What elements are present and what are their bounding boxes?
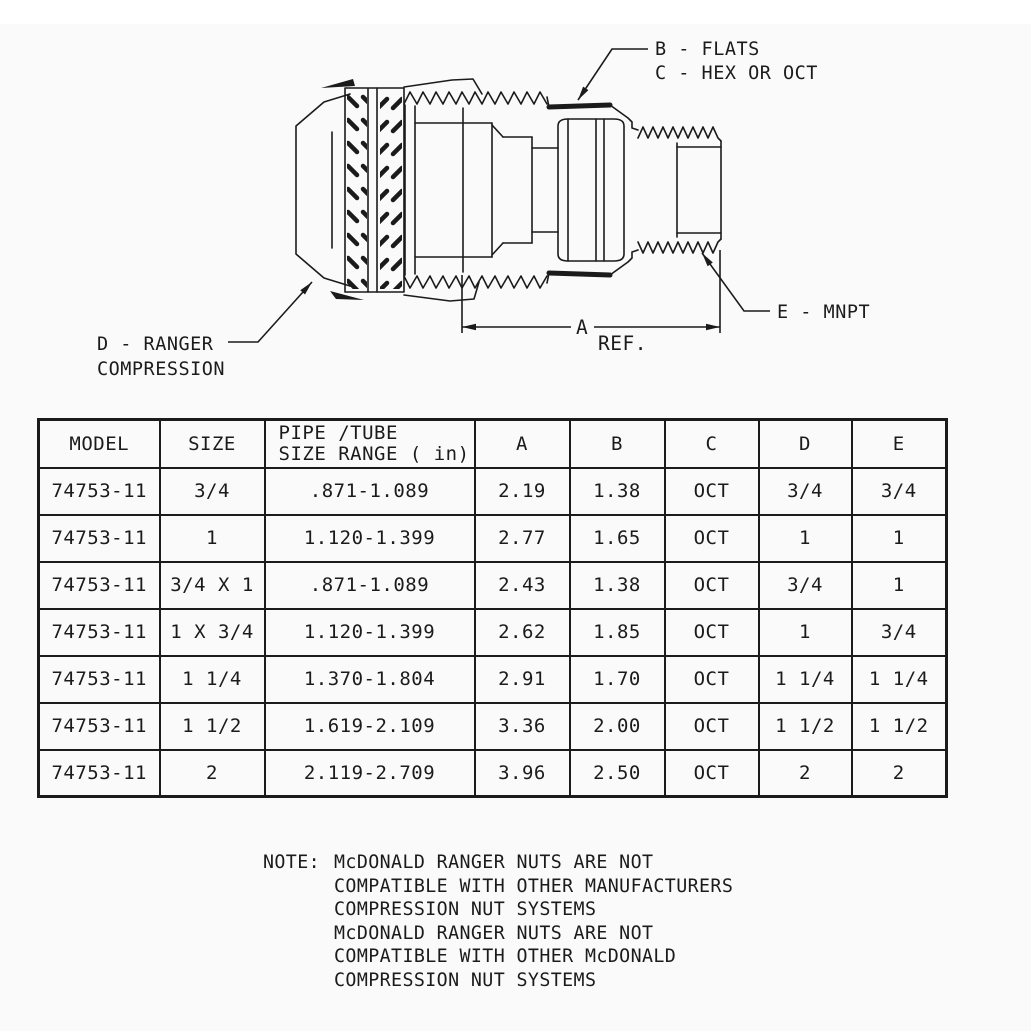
table-cell: OCT (665, 656, 759, 703)
table-cell: 1.619-2.109 (265, 703, 475, 750)
table-cell: 1.120-1.399 (265, 609, 475, 656)
table-cell: 74753-11 (39, 656, 160, 703)
dimension-a (462, 250, 720, 333)
col-header-c: C (665, 420, 759, 468)
note-line: COMPATIBLE WITH OTHER McDONALD (334, 946, 677, 967)
straight-threads-bottom (404, 276, 547, 288)
table-cell: 3.96 (475, 750, 570, 797)
table-cell: 74753-11 (39, 562, 160, 609)
table-cell: 1 (759, 609, 852, 656)
table-cell: 1 1/4 (160, 656, 265, 703)
technical-drawing (0, 0, 1031, 412)
note-line: COMPRESSION NUT SYSTEMS (334, 899, 597, 920)
col-header-e: E (852, 420, 947, 468)
table-cell: 1.38 (570, 468, 665, 515)
fitting-drawing (296, 79, 721, 301)
leader-b-c (578, 49, 648, 100)
table-cell: 1.120-1.399 (265, 515, 475, 562)
table-cell: 2.119-2.709 (265, 750, 475, 797)
table-cell: 3/4 (759, 468, 852, 515)
table-cell: 1 1/4 (852, 656, 947, 703)
table-cell: 2.62 (475, 609, 570, 656)
note-block (263, 851, 733, 992)
table-cell: 1 X 3/4 (160, 609, 265, 656)
knurl-band (345, 88, 404, 292)
table-cell: 3/4 (852, 609, 947, 656)
table-cell: .871-1.089 (265, 468, 475, 515)
table-cell: 3.36 (475, 703, 570, 750)
table-cell: 2.43 (475, 562, 570, 609)
label-b-flats: B - FLATS (655, 39, 760, 60)
nut-skirt (404, 79, 482, 301)
label-c-hex: C - HEX OR OCT (655, 63, 818, 84)
col-header-b: B (570, 420, 665, 468)
table-cell: 1 (852, 515, 947, 562)
table-cell: OCT (665, 703, 759, 750)
note-line: McDONALD RANGER NUTS ARE NOT (334, 852, 654, 873)
table-cell: 2.19 (475, 468, 570, 515)
table-row (39, 703, 947, 750)
table-cell: 1 (852, 562, 947, 609)
table-cell: 74753-11 (39, 515, 160, 562)
table-row (39, 515, 947, 562)
table-cell: 2 (160, 750, 265, 797)
table-header-row (39, 420, 947, 468)
table-cell: .871-1.089 (265, 562, 475, 609)
table-cell: 1 (160, 515, 265, 562)
col-header-range (265, 420, 475, 468)
table-cell: 2.50 (570, 750, 665, 797)
table-cell: 74753-11 (39, 703, 160, 750)
table-cell: 1.85 (570, 609, 665, 656)
table-cell: 1.38 (570, 562, 665, 609)
table-cell: OCT (665, 468, 759, 515)
table-cell: 1 (759, 515, 852, 562)
table-cell: OCT (665, 609, 759, 656)
col-header-a: A (475, 420, 570, 468)
mnpt-threads (638, 127, 721, 253)
table-cell: 2 (852, 750, 947, 797)
table-cell: 74753-11 (39, 468, 160, 515)
table-cell: 2.00 (570, 703, 665, 750)
table-cell: OCT (665, 515, 759, 562)
note-lines (334, 851, 733, 992)
label-dim-a: A (576, 316, 589, 339)
label-dim-ref: REF. (598, 332, 647, 355)
table-cell: 3/4 (160, 468, 265, 515)
hex-barrel (558, 119, 624, 261)
table-cell: 3/4 (852, 468, 947, 515)
table-row (39, 656, 947, 703)
label-d-ranger-line2: COMPRESSION (97, 359, 226, 380)
nut-tab-top (321, 79, 355, 88)
table-cell: 1 1/4 (759, 656, 852, 703)
note-label: NOTE: (263, 852, 321, 873)
table-cell: 1.370-1.804 (265, 656, 475, 703)
note-line: COMPATIBLE WITH OTHER MANUFACTURERS (334, 875, 734, 897)
col-header-size: SIZE (160, 420, 265, 468)
pipe-end (677, 141, 721, 239)
col-header-range-line2: SIZE RANGE ( in) (278, 442, 470, 465)
table-cell: 1.70 (570, 656, 665, 703)
table-cell: 1.65 (570, 515, 665, 562)
table-cell: 2.91 (475, 656, 570, 703)
table-cell: 3/4 X 1 (160, 562, 265, 609)
table-cell: 1 1/2 (852, 703, 947, 750)
table-cell: 1 1/2 (160, 703, 265, 750)
table-cell: 74753-11 (39, 609, 160, 656)
note-line: McDONALD RANGER NUTS ARE NOT (334, 922, 654, 944)
straight-threads-top (404, 92, 547, 104)
body-steps (415, 108, 558, 272)
table-cell: 3/4 (759, 562, 852, 609)
spec-table (37, 418, 948, 798)
table-cell: 2 (759, 750, 852, 797)
table-row (39, 468, 947, 515)
label-e-mnpt: E - MNPT (777, 302, 871, 323)
note-line: COMPRESSION NUT SYSTEMS (334, 969, 597, 991)
flat-bottom (549, 273, 610, 275)
leader-d (228, 282, 312, 342)
table-cell: 2.77 (475, 515, 570, 562)
label-d-ranger-line1: D - RANGER (97, 334, 214, 355)
table-cell: 1 1/2 (759, 703, 852, 750)
table-cell: 74753-11 (39, 750, 160, 797)
leader-e (702, 253, 770, 311)
table-row (39, 750, 947, 797)
table-row (39, 562, 947, 609)
table-row (39, 609, 947, 656)
flat-top (549, 105, 610, 107)
table-cell: OCT (665, 750, 759, 797)
col-header-d: D (759, 420, 852, 468)
col-header-model: MODEL (39, 420, 160, 468)
col-header-range-line1: PIPE /TUBE (278, 421, 398, 444)
table-cell: OCT (665, 562, 759, 609)
